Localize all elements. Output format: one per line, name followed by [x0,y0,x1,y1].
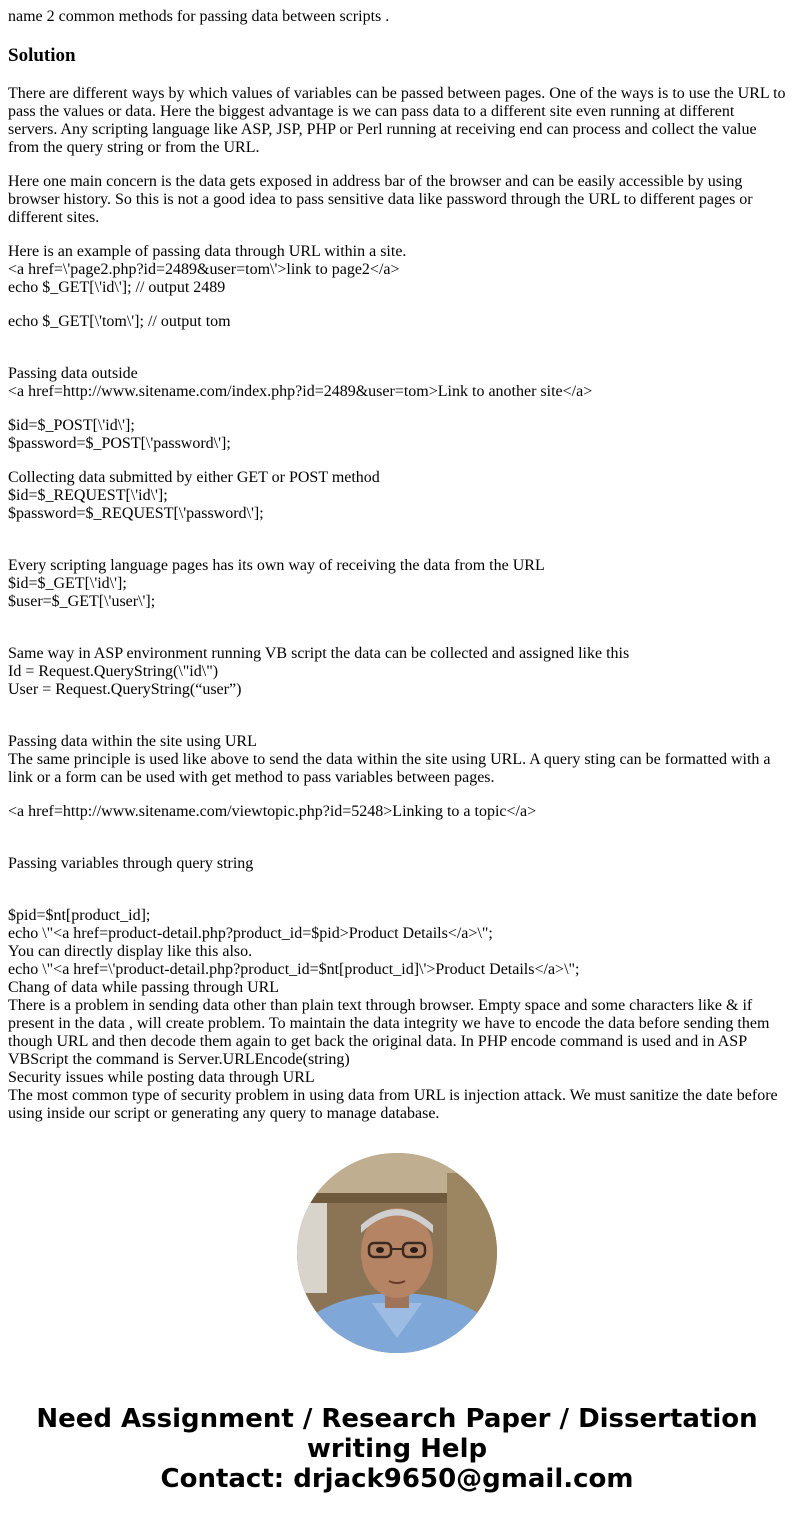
code-line: echo $_GET[\'id\']; // output 2489 [8,279,226,296]
text-line: The same principle is used like above to send the data within the site using URL. A query sting can be formatted with a link or a form can be used with get method to pass variables between pages. [8,751,771,786]
asp-block [8,645,786,699]
question-text: name 2 common methods for passing data between scripts . [8,8,390,25]
text-line: Chang of data while passing through URL [8,979,280,996]
request-block [8,469,786,523]
text-line: You can directly display like this also. [8,943,253,960]
author-photo [297,1153,497,1353]
text-line: Security issues while posting data through URL [8,1069,315,1086]
code-line: $id=$_REQUEST[\'id\']; [8,487,168,504]
code-line: <a href=http://www.sitename.com/index.php?id=2489&user=tom>Link to another site</a> [8,383,593,400]
passing-outside-block [8,365,786,401]
text-line: Passing data outside [8,365,138,382]
query-string-block [8,907,786,1123]
code-line: $id=$_GET[\'id\']; [8,575,127,592]
code-line: Id = Request.QueryString(\"id\") [8,663,219,680]
get-block [8,557,786,611]
text-line: Same way in ASP environment running VB script the data can be collected and assigned like this [8,645,630,662]
code-line: echo $_GET[\'tom\']; // output tom [8,313,231,330]
code-line: $id=$_POST[\'id\']; [8,417,135,434]
code-line: echo \"<a href=\'product-detail.php?product_id=$nt[product_id]\'>Product Details</a>\"; [8,961,580,978]
code-line: $password=$_REQUEST[\'password\']; [8,505,264,522]
text-line: The most common type of security problem in using data from URL is injection attack. We must sanitize the date before using inside our script or generating any query to manage database. [8,1087,778,1122]
within-site-block [8,733,786,787]
text-line: Passing data within the site using URL [8,733,257,750]
example-block [8,243,786,297]
code-line: $password=$_POST[\'password\']; [8,435,231,452]
text-line: Collecting data submitted by either GET or POST method [8,469,380,486]
code-line: $user=$_GET[\'user\']; [8,593,156,610]
footer-line-1: Need Assignment / Research Paper / Dissertation [36,1404,758,1434]
code-line: $pid=$nt[product_id]; [8,907,151,924]
code-line: <a href=http://www.sitename.com/viewtopic.php?id=5248>Linking to a topic</a> [8,803,537,820]
paragraph-2: Here one main concern is the data gets exposed in address bar of the browser and can be easily accessible by using browser history. So this is not a good idea to pass sensitive data like password through the URL to different pages or different sites. [8,173,753,226]
footer-contact: Contact: drjack9650@gmail.com [160,1464,634,1494]
code-line: <a href=\'page2.php?id=2489&user=tom\'>link to page2</a> [8,261,400,278]
code-line: User = Request.QueryString(“user”) [8,681,242,698]
text-line: There is a problem in sending data other than plain text through browser. Empty space and some characters like & if present in the data , will create problem. To maintain the data integrity we have to encode the data before sending them though URL and then decode them again to get back the original data. In PHP encode command is used and in ASP VBScript the command is Server.URLEncode(string) [8,997,770,1068]
footer-line-2: writing Help [306,1434,488,1464]
solution-heading: Solution [8,45,76,66]
paragraph-1: There are different ways by which values of variables can be passed between pages. One of the ways is to use the URL to pass the values or data. Here the biggest advantage is we can pass data to a different site even running at different servers. Any scripting language like ASP, JSP, PHP or Perl running at receiving end can process and collect the value from the query string or from the URL. [8,85,786,156]
portrait-image [297,1153,497,1353]
text-line: Passing variables through query string [8,855,254,872]
post-block [8,417,786,453]
code-line: echo \"<a href=product-detail.php?product_id=$pid>Product Details</a>\"; [8,925,493,942]
text-line: Here is an example of passing data through URL within a site. [8,243,407,260]
text-line: Every scripting language pages has its own way of receiving the data from the URL [8,557,545,574]
